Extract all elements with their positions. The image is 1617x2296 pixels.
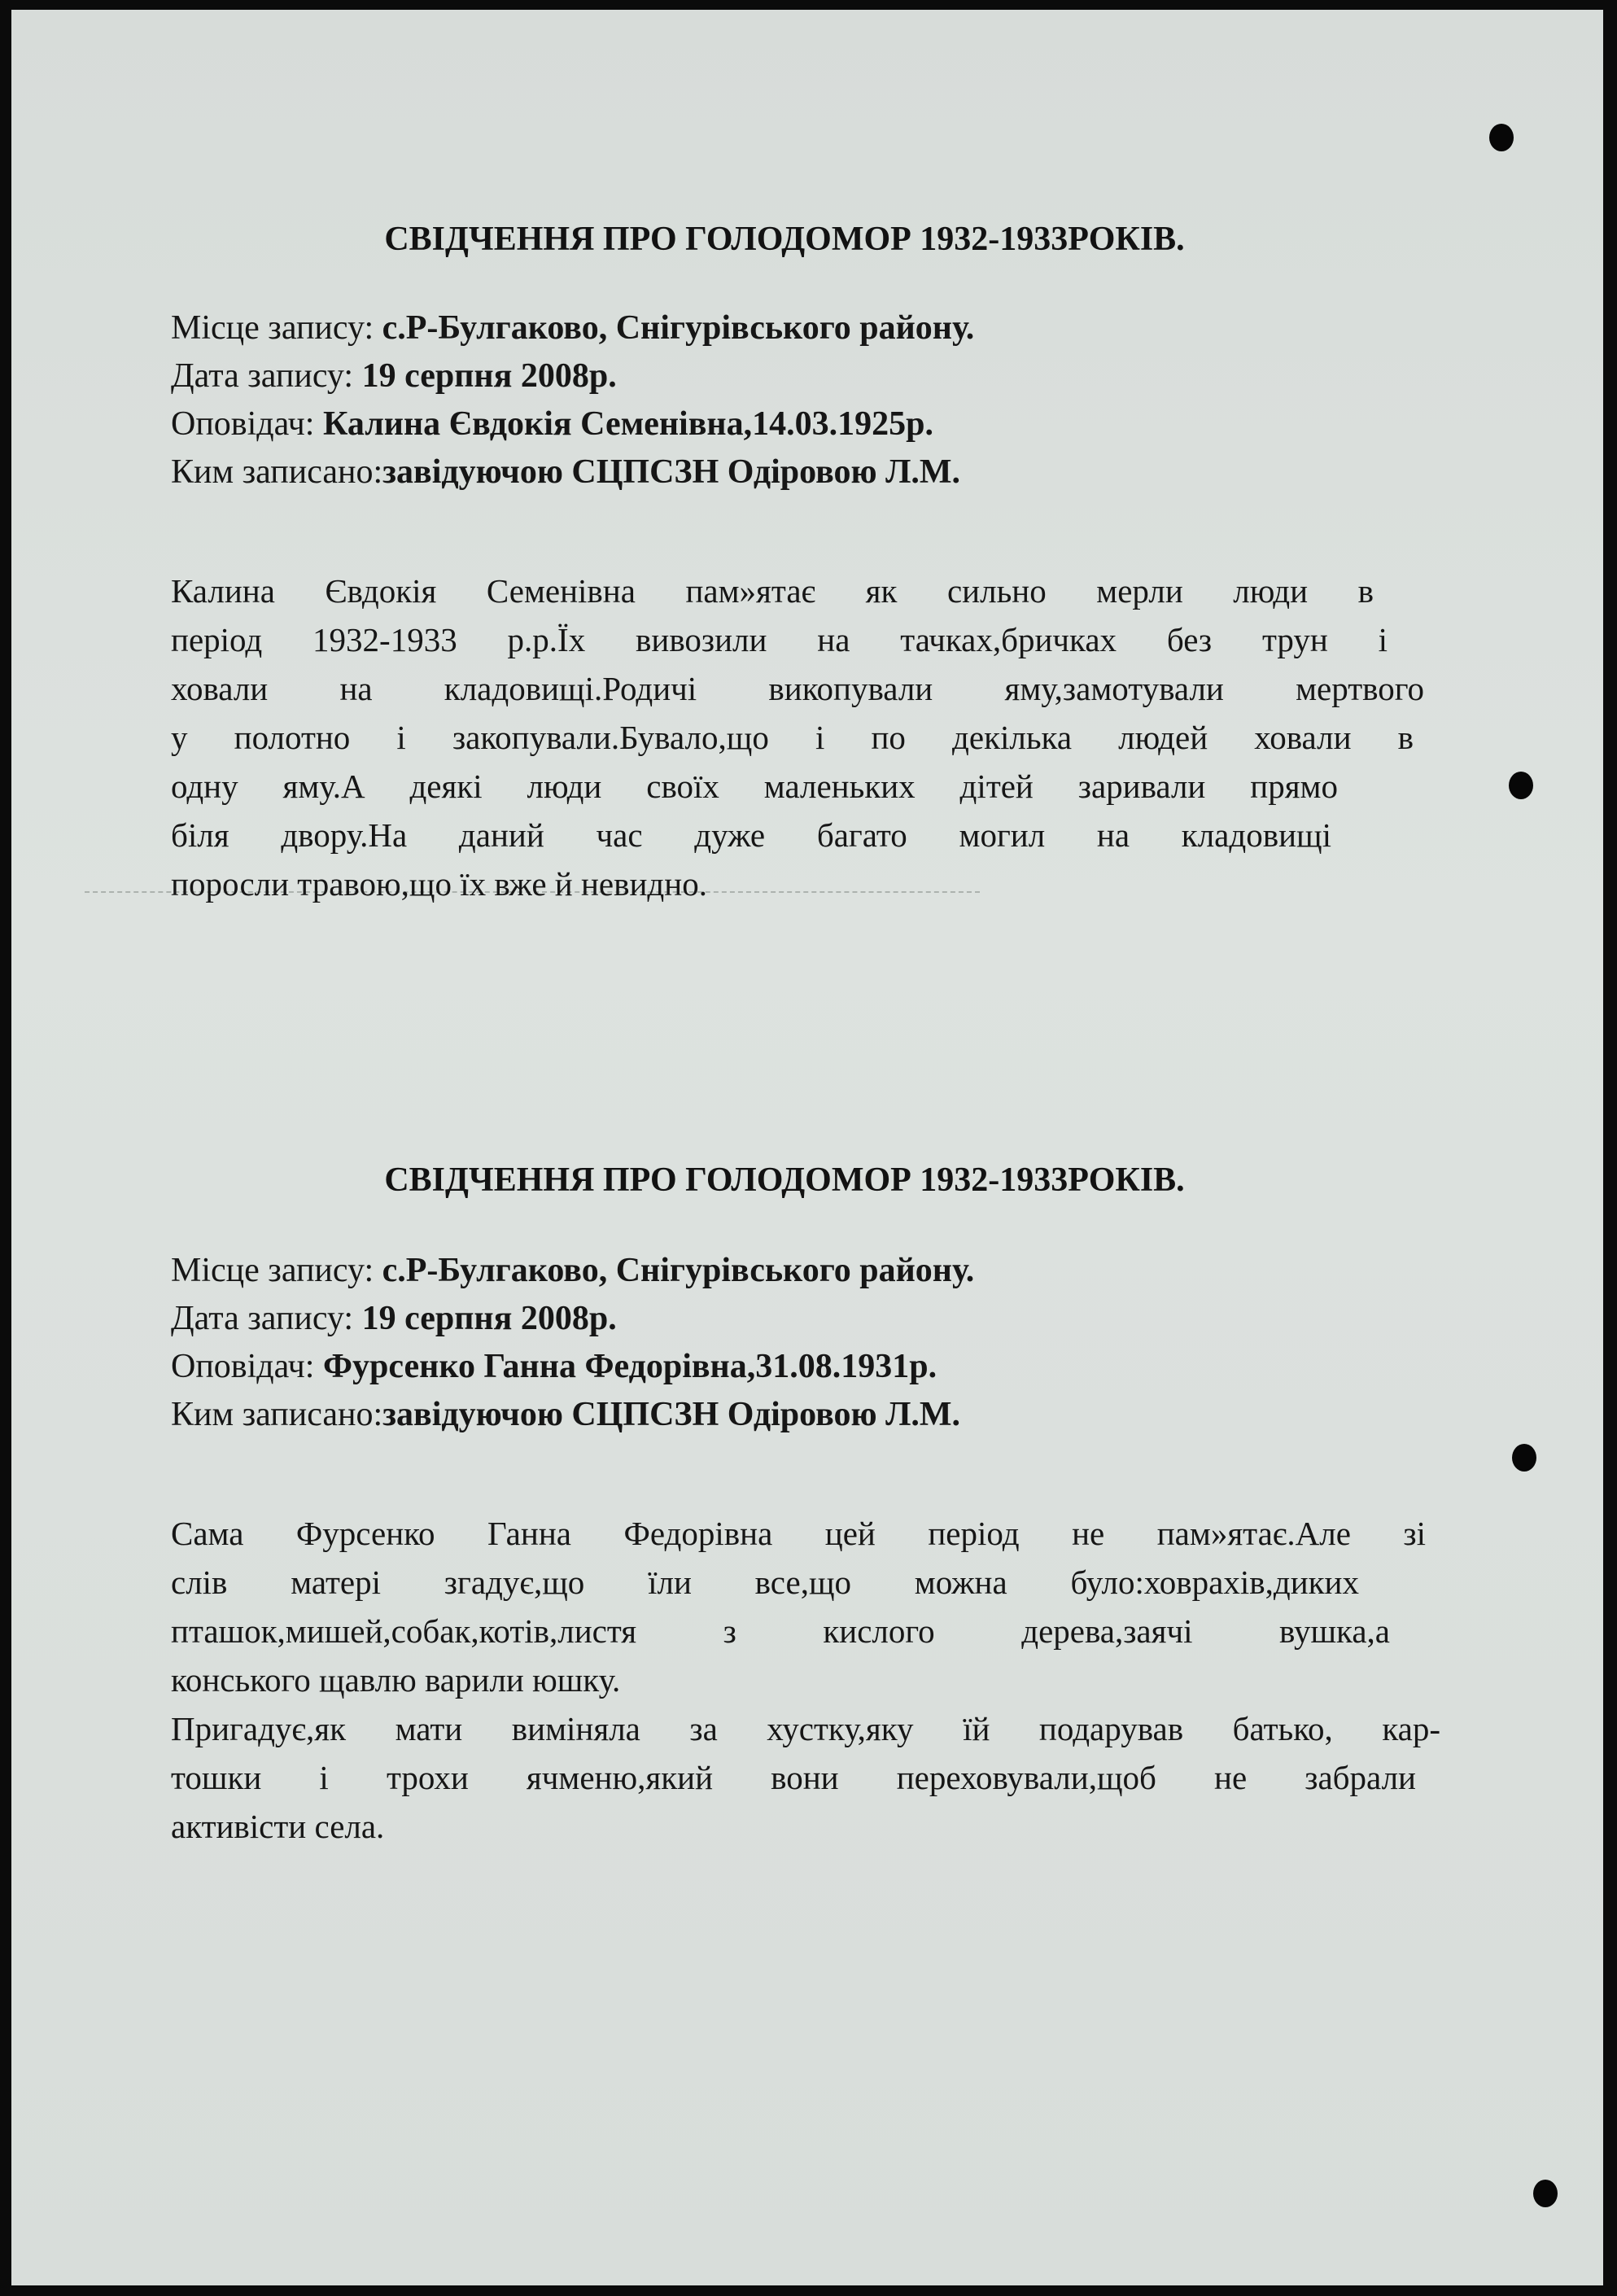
- record-place: Місце запису: с.Р-Булгаково, Снігурівського району.: [171, 309, 975, 347]
- punch-hole: [1489, 124, 1514, 151]
- body-line: тошки і трохи ячменю,який вони переховували,щоб не забрали: [171, 1759, 1416, 1796]
- body-line: слів матері згадує,що їли все,що можна було:ховрахів,диких: [171, 1563, 1359, 1601]
- narrator: Оповідач: Калина Євдокія Семенівна,14.03.1925р.: [171, 405, 933, 443]
- body-line: пташок,мишей,собак,котів,листя з кислого дерева,заячі вушка,а: [171, 1612, 1390, 1650]
- body-line: ховали на кладовищі.Родичі викопували яму,замотували мертвого: [171, 670, 1424, 707]
- body-line: одну яму.А деякі люди своїх маленьких дітей заривали прямо: [171, 768, 1338, 805]
- body-line: період 1932-1933 р.р.Їх вивозили на тачках,бричках без трун і: [171, 621, 1388, 658]
- body-line: поросли травою,що їх вже й невидно.: [171, 865, 707, 903]
- body-line: конського щавлю варили юшку.: [171, 1661, 621, 1699]
- punch-hole: [1509, 772, 1533, 799]
- testimony-meta: [171, 1247, 974, 1439]
- document-page: [11, 10, 1603, 2285]
- body-line: Сама Фурсенко Ганна Федорівна цей період не пам»ятає.Але зі: [171, 1515, 1426, 1552]
- body-line: Калина Євдокія Семенівна пам»ятає як сильно мерли люди в: [171, 572, 1374, 610]
- body-line: активісти села.: [171, 1808, 385, 1845]
- testimony-title: СВІДЧЕННЯ ПРО ГОЛОДОМОР 1932-1933РОКІВ.: [384, 221, 1185, 258]
- body-line: біля двору.На даний час дуже багато могил на кладовищі: [171, 816, 1331, 854]
- recorded-by: Ким записано:завідуючою СЦПСЗН Одіровою Л.М.: [171, 453, 961, 491]
- punch-hole: [1512, 1444, 1536, 1472]
- testimony-meta: [171, 304, 974, 496]
- narrator: Оповідач: Фурсенко Ганна Федорівна,31.08.1931р.: [171, 1348, 937, 1385]
- recorded-by: Ким записано:завідуючою СЦПСЗН Одіровою Л.М.: [171, 1396, 961, 1433]
- testimony-body: [171, 1509, 1444, 1851]
- testimony-body: [171, 566, 1444, 908]
- record-date: Дата запису: 19 серпня 2008р.: [171, 357, 617, 395]
- testimony-title: СВІДЧЕННЯ ПРО ГОЛОДОМОР 1932-1933РОКІВ.: [384, 1161, 1185, 1199]
- record-date: Дата запису: 19 серпня 2008р.: [171, 1300, 617, 1337]
- body-line: Пригадує,як мати виміняла за хустку,яку їй подарував батько, кар-: [171, 1710, 1440, 1747]
- body-line: у полотно і закопували.Бувало,що і по декілька людей ховали в: [171, 719, 1414, 756]
- punch-hole: [1533, 2180, 1558, 2207]
- record-place: Місце запису: с.Р-Булгаково, Снігурівського району.: [171, 1252, 975, 1289]
